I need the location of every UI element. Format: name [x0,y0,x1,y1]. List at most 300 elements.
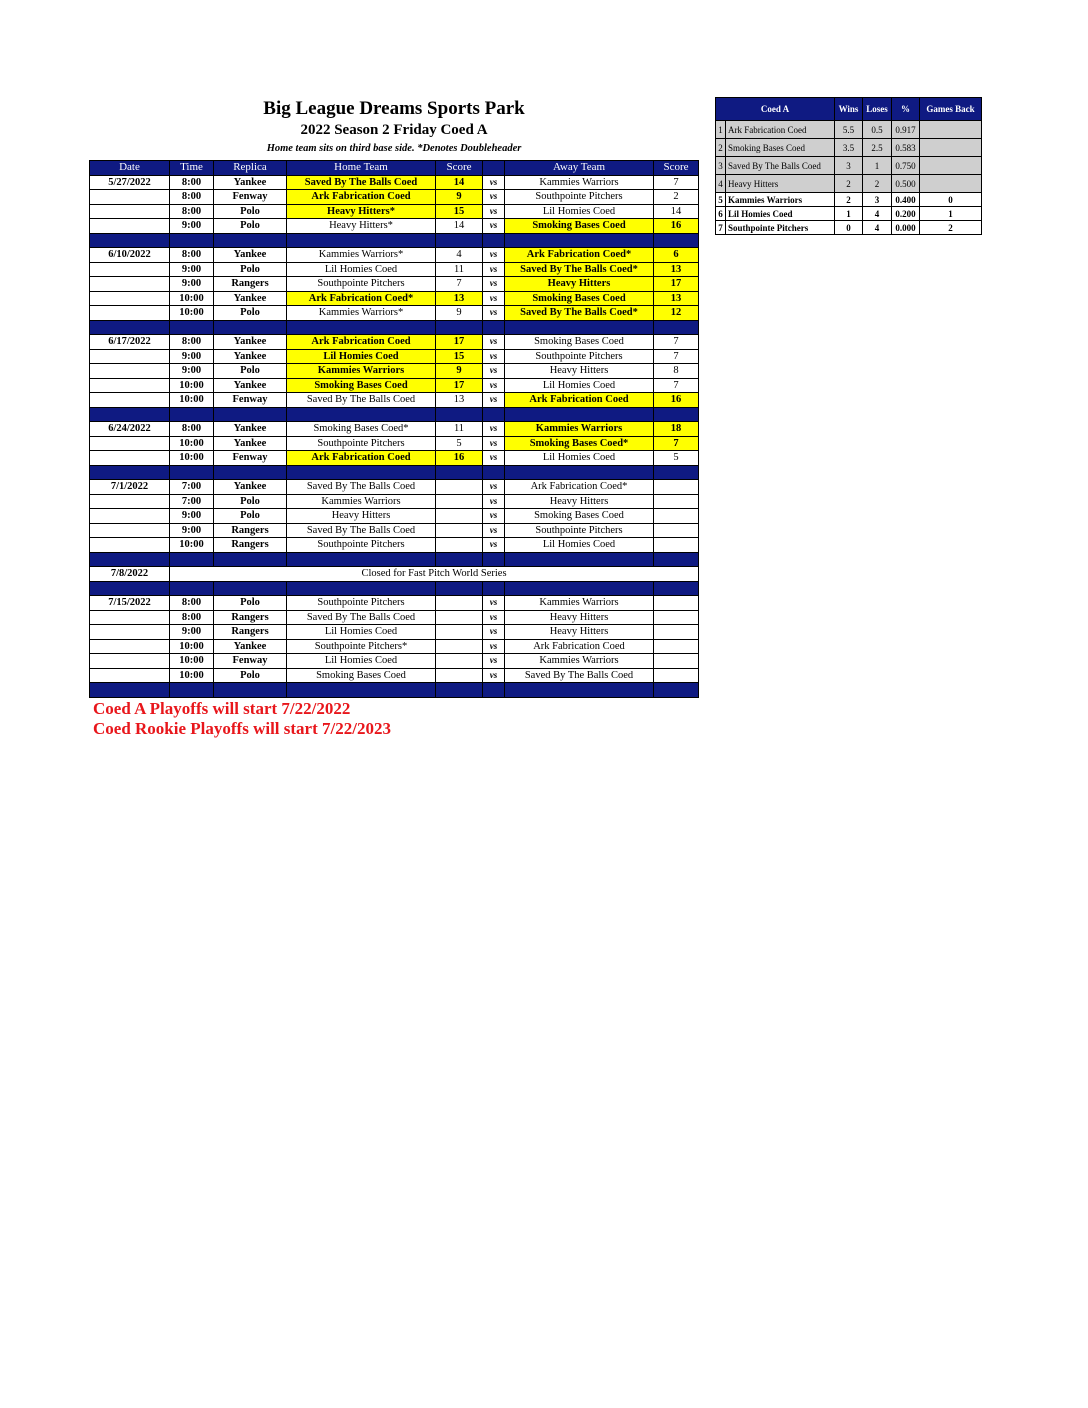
away-score-cell [654,610,699,625]
standings-col-wins: Wins [835,98,863,121]
separator-cell [483,683,505,698]
home-score-cell [436,668,483,683]
game-row [90,204,699,219]
loses-cell: 4 [863,207,892,221]
time-cell: 10:00 [170,291,214,306]
away-score-cell: 7 [654,335,699,350]
separator-cell [505,683,654,698]
replica-cell: Fenway [214,654,287,669]
date-cell: 7/8/2022 [90,567,170,582]
separator-cell [90,683,170,698]
vs-cell: vs [483,190,505,205]
game-row [90,291,699,306]
date-cell [90,378,170,393]
team-cell: Lil Homies Coed [726,207,835,221]
away-score-cell: 2 [654,190,699,205]
date-cell: 7/1/2022 [90,480,170,495]
replica-cell: Rangers [214,610,287,625]
home-score-cell [436,480,483,495]
standings-row [716,121,982,139]
separator-cell [654,407,699,422]
separator-cell [436,683,483,698]
home-score-cell: 14 [436,219,483,234]
replica-cell: Fenway [214,190,287,205]
separator-cell [170,683,214,698]
away-team-cell: Lil Homies Coed [505,451,654,466]
standings-col-pct: % [892,98,920,121]
time-cell: 10:00 [170,654,214,669]
separator-cell [214,233,287,248]
away-team-cell: Ark Fabrication Coed [505,393,654,408]
separator-cell [654,465,699,480]
vs-cell: vs [483,596,505,611]
away-team-cell: Heavy Hitters [505,610,654,625]
wins-cell: 3 [835,157,863,175]
date-cell [90,494,170,509]
rank-cell: 2 [716,139,726,157]
time-cell: 8:00 [170,248,214,263]
game-row [90,596,699,611]
game-row [90,538,699,553]
home-team-cell: Ark Fabrication Coed [287,335,436,350]
standings-row [716,157,982,175]
separator-cell [214,320,287,335]
away-score-cell [654,523,699,538]
date-cell [90,639,170,654]
separator-cell [287,465,436,480]
time-cell: 9:00 [170,349,214,364]
away-score-cell: 12 [654,306,699,321]
games-back-cell [920,139,982,157]
game-row [90,480,699,495]
home-score-cell [436,654,483,669]
team-cell: Kammies Warriors [726,193,835,207]
separator-cell [436,581,483,596]
away-team-cell: Southpointe Pitchers [505,349,654,364]
home-score-cell: 9 [436,306,483,321]
home-team-cell: Smoking Bases Coed* [287,422,436,437]
date-cell [90,349,170,364]
separator-cell [287,552,436,567]
home-score-cell [436,596,483,611]
home-score-cell: 9 [436,190,483,205]
separator-cell [214,683,287,698]
standings-col-games-back: Games Back [920,98,982,121]
replica-cell: Yankee [214,349,287,364]
separator-cell [654,581,699,596]
pct-cell: 0.400 [892,193,920,207]
game-row [90,625,699,640]
col-home-team: Home Team [287,161,436,176]
separator-cell [505,581,654,596]
replica-cell: Yankee [214,378,287,393]
game-row [90,668,699,683]
separator-cell [505,407,654,422]
pct-cell: 0.000 [892,221,920,235]
vs-cell: vs [483,306,505,321]
replica-cell: Yankee [214,436,287,451]
game-row [90,639,699,654]
replica-cell: Rangers [214,625,287,640]
separator-cell [287,581,436,596]
home-score-cell: 4 [436,248,483,263]
page-subtitle: 2022 Season 2 Friday Coed A [300,122,488,138]
away-team-cell: Ark Fabrication Coed* [505,248,654,263]
away-team-cell: Heavy Hitters [505,494,654,509]
separator-cell [505,552,654,567]
time-cell: 9:00 [170,262,214,277]
away-team-cell: Kammies Warriors [505,596,654,611]
loses-cell: 3 [863,193,892,207]
home-team-cell: Lil Homies Coed [287,349,436,364]
separator-cell [436,320,483,335]
game-row [90,175,699,190]
date-cell: 6/10/2022 [90,248,170,263]
home-team-cell: Saved By The Balls Coed [287,175,436,190]
loses-cell: 1 [863,157,892,175]
replica-cell: Polo [214,596,287,611]
home-team-cell: Saved By The Balls Coed [287,523,436,538]
game-row [90,349,699,364]
away-score-cell: 17 [654,277,699,292]
separator-cell [505,465,654,480]
date-cell [90,204,170,219]
away-team-cell: Kammies Warriors [505,422,654,437]
wins-cell: 1 [835,207,863,221]
separator-cell [287,407,436,422]
rank-cell: 6 [716,207,726,221]
time-cell: 10:00 [170,306,214,321]
home-score-cell [436,538,483,553]
standings-row [716,139,982,157]
away-team-cell: Smoking Bases Coed [505,335,654,350]
away-team-cell: Smoking Bases Coed [505,291,654,306]
col-replica: Replica [214,161,287,176]
replica-cell: Yankee [214,248,287,263]
separator-cell [654,233,699,248]
separator-cell [170,465,214,480]
separator-cell [505,320,654,335]
replica-cell: Rangers [214,277,287,292]
replica-cell: Polo [214,262,287,277]
game-row [90,335,699,350]
replica-cell: Rangers [214,538,287,553]
time-cell: 7:00 [170,494,214,509]
time-cell: 10:00 [170,436,214,451]
games-back-cell: 2 [920,221,982,235]
wins-cell: 3.5 [835,139,863,157]
away-team-cell: Saved By The Balls Coed* [505,306,654,321]
loses-cell: 2.5 [863,139,892,157]
replica-cell: Yankee [214,639,287,654]
home-team-cell: Kammies Warriors [287,364,436,379]
week-separator [90,581,699,596]
replica-cell: Yankee [214,291,287,306]
games-back-cell [920,121,982,139]
standings-col-loses: Loses [863,98,892,121]
col-away-team: Away Team [505,161,654,176]
separator-cell [170,552,214,567]
date-cell [90,654,170,669]
separator-cell [90,581,170,596]
game-row [90,262,699,277]
vs-cell: vs [483,204,505,219]
schedule-header-row [90,161,699,176]
vs-cell: vs [483,509,505,524]
away-team-cell: Smoking Bases Coed [505,219,654,234]
replica-cell: Polo [214,204,287,219]
separator-cell [287,320,436,335]
standings-row [716,193,982,207]
vs-cell: vs [483,219,505,234]
page-title: Big League Dreams Sports Park [263,98,525,119]
schedule-note: Home team sits on third base side. *Denotes Doubleheader [266,143,522,154]
home-score-cell: 17 [436,335,483,350]
away-score-cell: 7 [654,175,699,190]
date-cell [90,625,170,640]
date-cell [90,436,170,451]
separator-cell [90,552,170,567]
date-cell [90,668,170,683]
vs-cell: vs [483,349,505,364]
away-score-cell [654,538,699,553]
home-team-cell: Smoking Bases Coed [287,668,436,683]
game-row [90,277,699,292]
time-cell: 8:00 [170,422,214,437]
away-team-cell: Saved By The Balls Coed [505,668,654,683]
time-cell: 8:00 [170,204,214,219]
vs-cell: vs [483,393,505,408]
date-cell [90,190,170,205]
time-cell: 8:00 [170,190,214,205]
separator-cell [90,320,170,335]
away-score-cell [654,480,699,495]
replica-cell: Fenway [214,393,287,408]
away-score-cell: 14 [654,204,699,219]
home-team-cell: Kammies Warriors* [287,248,436,263]
away-score-cell: 16 [654,393,699,408]
wins-cell: 0 [835,221,863,235]
vs-cell: vs [483,248,505,263]
separator-cell [436,465,483,480]
home-score-cell: 15 [436,204,483,219]
separator-cell [436,407,483,422]
away-team-cell: Smoking Bases Coed* [505,436,654,451]
game-row [90,306,699,321]
vs-cell: vs [483,262,505,277]
loses-cell: 4 [863,221,892,235]
time-cell: 9:00 [170,219,214,234]
away-score-cell: 7 [654,436,699,451]
date-cell: 6/24/2022 [90,422,170,437]
vs-cell: vs [483,494,505,509]
separator-cell [654,320,699,335]
rank-cell: 4 [716,175,726,193]
home-team-cell: Southpointe Pitchers [287,538,436,553]
standings-table [715,97,982,235]
date-cell: 6/17/2022 [90,335,170,350]
vs-cell: vs [483,451,505,466]
away-score-cell [654,596,699,611]
time-cell: 9:00 [170,364,214,379]
pct-cell: 0.750 [892,157,920,175]
week-separator [90,683,699,698]
loses-cell: 0.5 [863,121,892,139]
date-cell [90,277,170,292]
home-team-cell: Heavy Hitters* [287,219,436,234]
away-score-cell [654,654,699,669]
standings-row [716,207,982,221]
week-separator [90,233,699,248]
away-team-cell: Southpointe Pitchers [505,190,654,205]
time-cell: 8:00 [170,596,214,611]
away-score-cell: 8 [654,364,699,379]
separator-cell [90,233,170,248]
separator-cell [483,407,505,422]
time-cell: 8:00 [170,175,214,190]
home-team-cell: Saved By The Balls Coed [287,480,436,495]
replica-cell: Rangers [214,523,287,538]
separator-cell [214,465,287,480]
date-cell [90,509,170,524]
wins-cell: 2 [835,175,863,193]
team-cell: Southpointe Pitchers [726,221,835,235]
home-score-cell: 9 [436,364,483,379]
away-team-cell: Kammies Warriors [505,654,654,669]
away-score-cell [654,639,699,654]
home-team-cell: Ark Fabrication Coed* [287,291,436,306]
playoffs-note: Coed A Playoffs will start 7/22/2022 [93,699,351,718]
game-row [90,248,699,263]
game-row [90,219,699,234]
away-team-cell: Smoking Bases Coed [505,509,654,524]
game-row [90,567,699,582]
date-cell: 5/27/2022 [90,175,170,190]
away-score-cell [654,668,699,683]
separator-cell [483,581,505,596]
replica-cell: Polo [214,494,287,509]
home-score-cell [436,625,483,640]
home-score-cell: 14 [436,175,483,190]
home-score-cell: 16 [436,451,483,466]
home-team-cell: Southpointe Pitchers [287,436,436,451]
game-row [90,364,699,379]
time-cell: 10:00 [170,393,214,408]
time-cell: 9:00 [170,523,214,538]
replica-cell: Yankee [214,175,287,190]
separator-cell [214,552,287,567]
home-team-cell: Kammies Warriors* [287,306,436,321]
rank-cell: 7 [716,221,726,235]
away-score-cell: 7 [654,378,699,393]
game-row [90,422,699,437]
away-team-cell: Lil Homies Coed [505,538,654,553]
game-row [90,654,699,669]
vs-cell: vs [483,610,505,625]
vs-cell: vs [483,668,505,683]
time-cell: 9:00 [170,625,214,640]
separator-cell [170,581,214,596]
away-team-cell: Ark Fabrication Coed* [505,480,654,495]
date-cell: 7/15/2022 [90,596,170,611]
home-team-cell: Heavy Hitters [287,509,436,524]
away-score-cell: 7 [654,349,699,364]
replica-cell: Yankee [214,422,287,437]
separator-cell [436,552,483,567]
date-cell [90,393,170,408]
away-team-cell: Heavy Hitters [505,277,654,292]
away-team-cell: Lil Homies Coed [505,204,654,219]
replica-cell: Polo [214,668,287,683]
separator-cell [483,552,505,567]
team-cell: Heavy Hitters [726,175,835,193]
schedule-table [89,160,699,698]
standings-row [716,221,982,235]
col-vs [483,161,505,176]
game-row [90,523,699,538]
vs-cell: vs [483,523,505,538]
vs-cell: vs [483,335,505,350]
standings-col-team: Coed A [716,98,835,121]
home-team-cell: Kammies Warriors [287,494,436,509]
away-score-cell: 13 [654,291,699,306]
col-away-score: Score [654,161,699,176]
vs-cell: vs [483,480,505,495]
rank-cell: 3 [716,157,726,175]
pct-cell: 0.200 [892,207,920,221]
vs-cell: vs [483,625,505,640]
week-separator [90,552,699,567]
wins-cell: 5.5 [835,121,863,139]
replica-cell: Polo [214,219,287,234]
team-cell: Saved By The Balls Coed [726,157,835,175]
date-cell [90,291,170,306]
separator-cell [170,407,214,422]
rank-cell: 1 [716,121,726,139]
vs-cell: vs [483,639,505,654]
separator-cell [436,233,483,248]
away-score-cell: 13 [654,262,699,277]
separator-cell [287,233,436,248]
home-team-cell: Lil Homies Coed [287,262,436,277]
home-team-cell: Southpointe Pitchers [287,596,436,611]
game-row [90,451,699,466]
rookie-playoffs-note: Coed Rookie Playoffs will start 7/22/2023 [93,719,391,738]
home-score-cell: 11 [436,422,483,437]
standings-row [716,175,982,193]
separator-cell [170,320,214,335]
game-row [90,190,699,205]
standings-body [716,121,982,235]
away-team-cell: Lil Homies Coed [505,378,654,393]
away-team-cell: Heavy Hitters [505,625,654,640]
wins-cell: 2 [835,193,863,207]
vs-cell: vs [483,291,505,306]
replica-cell: Polo [214,306,287,321]
home-team-cell: Southpointe Pitchers* [287,639,436,654]
rank-cell: 5 [716,193,726,207]
date-cell [90,364,170,379]
away-score-cell: 6 [654,248,699,263]
home-team-cell: Smoking Bases Coed [287,378,436,393]
separator-cell [214,407,287,422]
replica-cell: Fenway [214,451,287,466]
home-score-cell: 13 [436,291,483,306]
separator-cell [483,465,505,480]
date-cell [90,610,170,625]
time-cell: 10:00 [170,639,214,654]
home-team-cell: Lil Homies Coed [287,654,436,669]
